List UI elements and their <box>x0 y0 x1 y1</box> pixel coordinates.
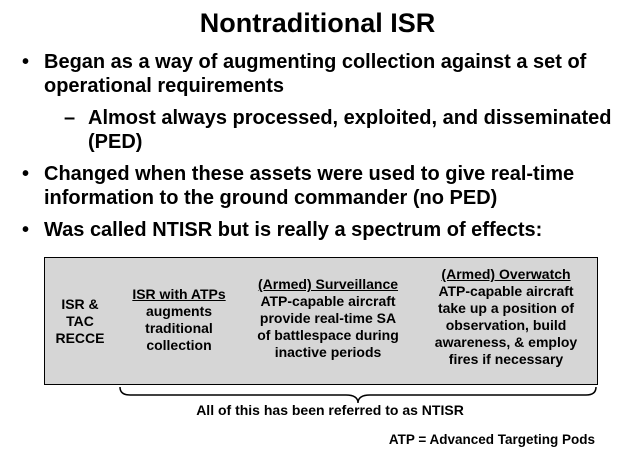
column-body-line: TAC <box>66 313 94 329</box>
column-body-line: augments <box>145 303 213 319</box>
column-heading: ISR with ATPs <box>132 286 226 302</box>
column-body-line: ATP-capable aircraft <box>438 283 574 299</box>
spectrum-column-isr-with-atps <box>121 286 237 354</box>
bullet-item <box>22 218 622 242</box>
column-body-line: ATP-capable aircraft <box>260 293 396 309</box>
column-heading: (Armed) Surveillance <box>257 276 399 292</box>
column-body-line: inactive periods <box>274 344 382 360</box>
bullet-dot-icon: • <box>22 219 30 241</box>
bullet-text: Was called NTISR but is really a spectrum of effects: <box>44 219 543 241</box>
bullet-item <box>22 162 622 210</box>
bullet-item <box>22 50 622 98</box>
column-body-line: RECCE <box>55 330 105 346</box>
bullet-list <box>22 50 622 250</box>
column-body-line: fires if necessary <box>448 351 564 367</box>
spectrum-column-armed-surveillance <box>245 276 411 361</box>
spectrum-column-armed-overwatch <box>417 266 595 368</box>
column-heading: (Armed) Overwatch <box>441 266 571 282</box>
slide-title: Nontraditional ISR <box>199 8 436 38</box>
sub-bullet-dash-icon: – <box>64 107 76 129</box>
bullet-dot-icon: • <box>22 51 30 73</box>
brace-caption: All of this has been referred to as NTISR <box>196 402 464 418</box>
sub-bullet-item <box>22 106 622 154</box>
column-body-line: provide real-time SA <box>259 310 397 326</box>
spectrum-panel <box>44 257 598 385</box>
column-body-line: awareness, & employ <box>434 334 578 350</box>
column-body-line: ISR & <box>61 296 99 312</box>
sub-bullet-text: Almost always processed, exploited, and disseminated (PED) <box>88 107 612 153</box>
footnote: ATP = Advanced Targeting Pods <box>388 432 595 447</box>
column-body-line: observation, build <box>445 317 567 333</box>
column-body-line: take up a position of <box>437 300 575 316</box>
column-body-line: collection <box>146 337 212 353</box>
column-body-line: traditional <box>145 320 213 336</box>
column-body-line: of battlespace during <box>257 327 399 343</box>
bullet-text: Changed when these assets were used to give real-time information to the ground commander (no PED) <box>44 163 575 209</box>
bullet-text: Began as a way of augmenting collection against a set of operational requirements <box>44 51 587 97</box>
spectrum-column-isr-tac-recce <box>51 296 109 347</box>
bullet-dot-icon: • <box>22 163 30 185</box>
